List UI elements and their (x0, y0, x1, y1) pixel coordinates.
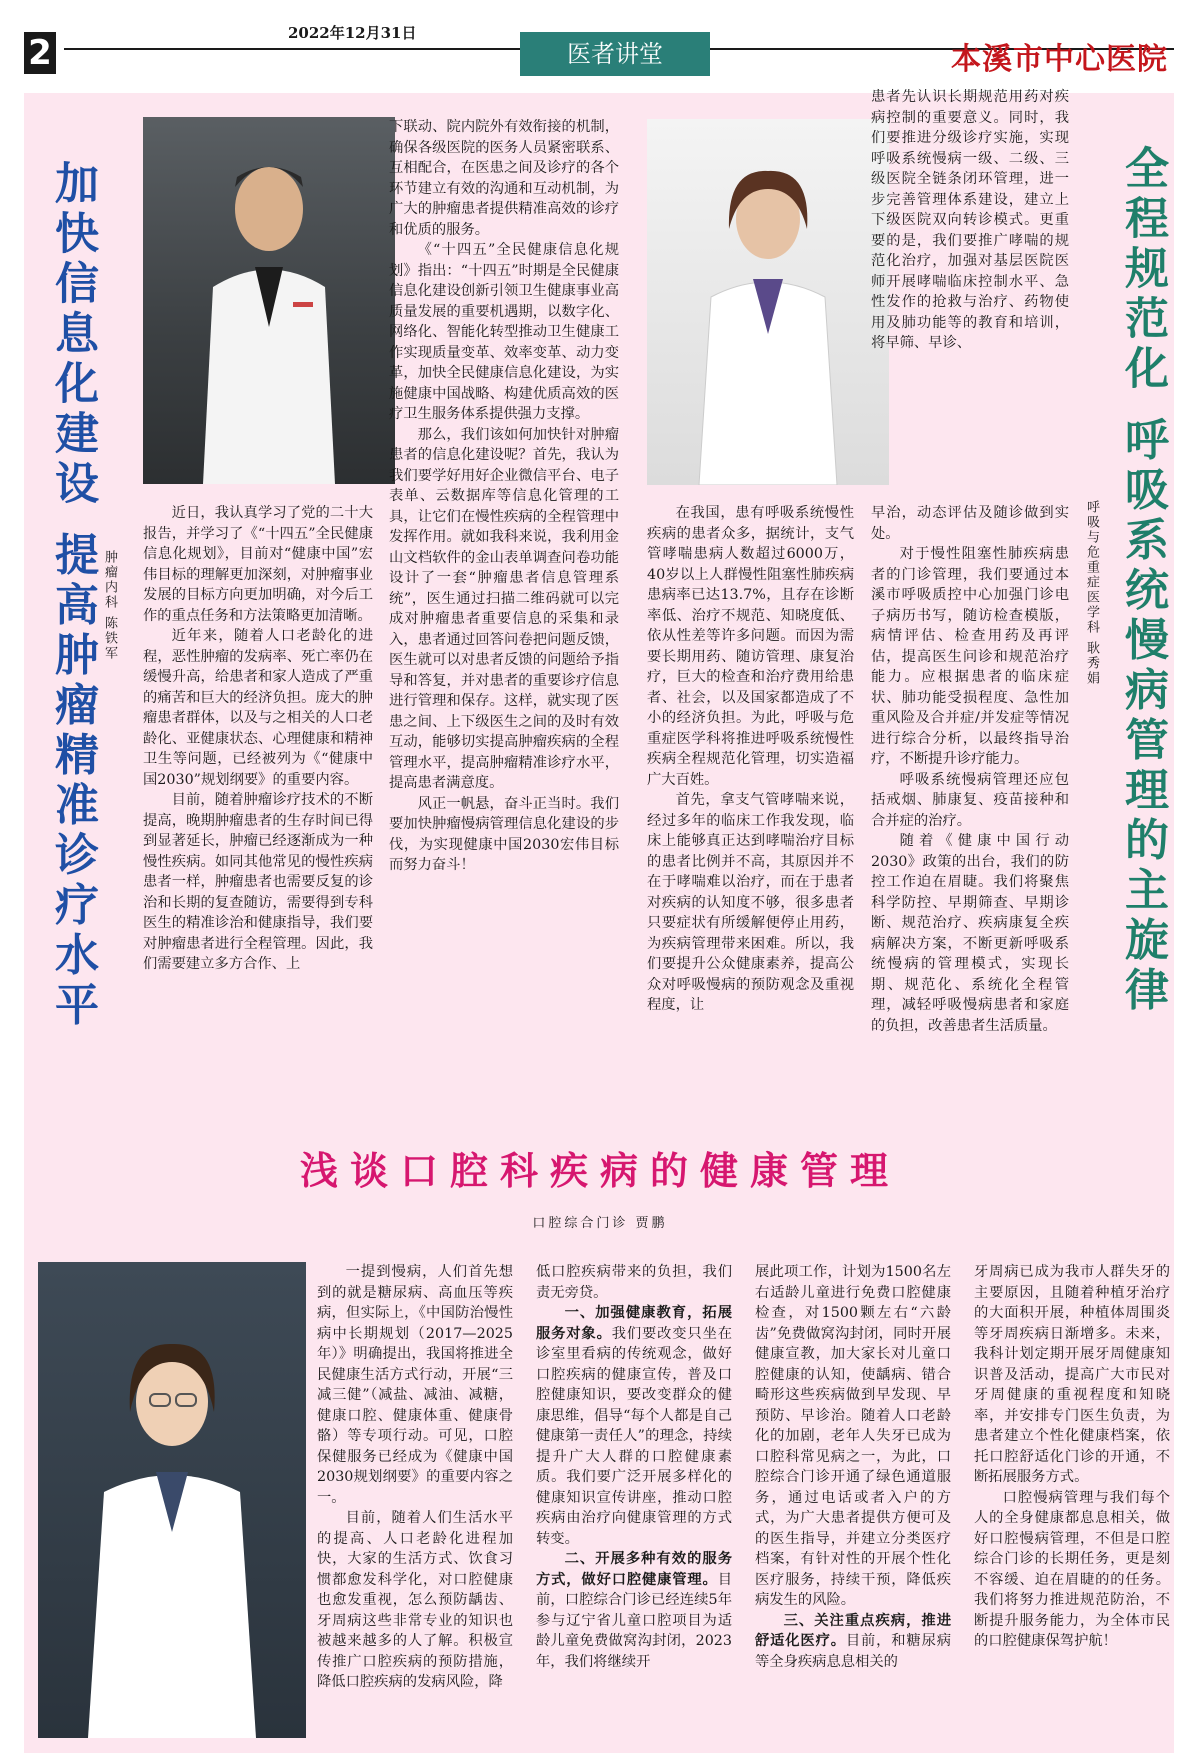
page-number: 2 (24, 32, 56, 74)
paragraph: 早治，动态评估及随诊做到实处。 (871, 505, 1069, 542)
doctor-portrait-icon (143, 117, 395, 484)
paragraph: 随着《健康中国行动2030》政策的出台，我们的防控工作迫在眉睫。我们将聚焦科学防控、早期筛查、早期诊断、规范治疗、疾病康复全疾病解决方案，不断更新呼吸系统慢病的管理模式，实现长期、规范化、系统化全程管理，减轻呼吸慢病患者和家庭的负担，改善患者生活质量。 (871, 833, 1069, 1034)
paragraph: 目前，随着肿瘤诊疗技术的不断提高，晚期肿瘤患者的生存时间已得到显著延长，肿瘤已经逐渐成为一种慢性疾病。如同其他常见的慢性疾病患者一样，肿瘤患者也需要反复的诊治和长期的复查随访，需要得到专科医生的精准诊治和健康指导，我们要对肿瘤患者进行全程管理。因此，我们需要建立多方合作、上 (143, 792, 373, 972)
doctor-portrait-icon (38, 1262, 306, 1738)
article2-title: 全程规范化 呼吸系统慢病管理的主旋律 (1117, 145, 1168, 1017)
paragraph: 三、关注重点疾病，推进舒适化医疗。目前，和糖尿病等全身疾病息息相关的 (755, 1612, 952, 1670)
article1-title: 加快信息化建设 提高肿瘤精准诊疗水平 (47, 160, 98, 1032)
subheading: 二、开展多种有效的服务方式，做好口腔健康管理。 (536, 1551, 732, 1588)
article3-column-1 (317, 1262, 513, 1693)
article2-column-top (871, 87, 1069, 354)
article1-column-1 (143, 503, 373, 975)
hospital-name: 本溪市中心医院 (951, 42, 1168, 77)
paragraph: 在我国，患有呼吸系统慢性疾病的患者众多，据统计，支气管哮喘患病人数超过6000万，40岁以上人群慢性阻塞性肺疾病患病率已达13.7%，且存在诊断率低、治疗不规范、知晓度低、依从性差等许多问题。而因为需要长期用药、随访管理、康复治疗，巨大的检查和治疗费用给患者、社会，以及国家都造成了不小的经济负担。为此，呼吸与危重症医学科将推进呼吸系统慢性疾病全程规范化管理，切实造福广大百姓。 (647, 505, 854, 788)
article3-column-2 (536, 1262, 732, 1672)
paragraph: 那么，我们该如何加快针对肿瘤患者的信息化建设呢？首先，我认为我们要学好用好企业微信平台、电子表单、云数据库等信息化管理的工具，让它们在慢性疾病的全程管理中发挥作用。就如我科来说，我利用金山文档软件的金山表单调查问卷功能设计了一套“肿瘤患者信息管理系统”，医生通过扫描二维码就可以完成对肿瘤患者重要信息的采集和录入，患者通过回答问卷把问题反馈，医生就可以对患者反馈的问题给予指导和答复，并对患者的重要诊疗信息进行管理和保存。这样，就实现了医患之间、上下级医生之间的及时有效互动，能够切实提高肿瘤疾病的全程管理水平，提高肿瘤精准诊疗水平，提高患者满意度。 (389, 426, 619, 791)
article3-column-3 (755, 1262, 951, 1672)
paragraph: 牙周病已成为我市人群失牙的主要原因，且随着种植牙治疗的大面积开展，种植体周围炎等牙周疾病日渐增多。未来，我科计划定期开展牙周健康知识普及活动，提高广大市民对牙周健康的重视程度和知晓率，并安排专门医生负责，为患者建立个性化健康档案，依托口腔舒适化门诊的开通，不断拓展服务方式。 (974, 1264, 1170, 1485)
paragraph: 一提到慢病，人们首先想到的就是糖尿病、高血压等疾病，但实际上，《中国防治慢性病中长期规划（2017—2025年）》明确提出，我国将推进全民健康生活方式行动，开展“三减三健”（减盐、减油、减糖，健康口腔、健康体重、健康骨骼）等专项行动。可见，口腔保健服务已经成为《健康中国2030规划纲要》的重要内容之一。 (317, 1264, 513, 1506)
article1-column-2 (389, 117, 619, 876)
paragraph: 一、加强健康教育，拓展服务对象。我们要改变只坐在诊室里看病的传统观念，做好口腔疾病的健康宣传，普及口腔健康知识，要改变群众的健康思维，倡导“每个人都是自己健康第一责任人”的理念，持续提升广大人群的口腔健康素质。我们要广泛开展多样化的健康知识宣传讲座，推动口腔疾病由治疗向健康管理的方式转变。 (536, 1305, 733, 1547)
article1-byline: 肿瘤内科 陈铁军 (102, 550, 117, 662)
issue-date: 2022年12月31日 (288, 24, 417, 42)
article2-byline: 呼吸与危重症医学科 耿秀娟 (1084, 500, 1099, 687)
doctor-photo-jia (38, 1262, 306, 1738)
paragraph: 低口腔疾病带来的负担，我们责无旁贷。 (536, 1264, 732, 1301)
paragraph: 展此项工作，计划为1500名左右适龄儿童进行免费口腔健康检查，对1500颗左右“六龄齿”免费做窝沟封闭，同时开展健康宣教，加大家长对儿童口腔健康的认知，使龋病、错合畸形这些疾病做到早发现、早预防、早诊治。随着人口老龄化的加剧，老年人失牙已成为口腔科常见病之一，为此，口腔综合门诊开通了绿色通道服务，通过电话或者入户的方式，为广大患者提供方便可及的医生指导，并建立分类医疗档案，有针对性的开展个性化医疗服务，持续干预，降低疾病发生的风险。 (755, 1264, 951, 1608)
subheading: 一、加强健康教育，拓展服务对象。 (536, 1305, 732, 1342)
subheading: 三、关注重点疾病，推进舒适化医疗。 (755, 1612, 951, 1649)
doctor-photo-geng (647, 119, 889, 485)
paragraph: 对于慢性阻塞性肺疾病患者的门诊管理，我们要通过本溪市呼吸质控中心加强门诊电子病历书写，随访检查模版，病情评估、检查用药及再评估，提高医生问诊和规范治疗能力。应根据患者的临床症状、肺功能受损程度、急性加重风险及合并症/并发症等情况进行综合分析，以最终指导治疗，不断提升诊疗能力。 (871, 546, 1069, 767)
paragraph: 患者先认识长期规范用药对疾病控制的重要意义。同时，我们要推进分级诊疗实施，实现呼吸系统慢病一级、二级、三级医院全链条闭环管理，进一步完善管理体系建设，建立上下级医院双向转诊模式。更重要的是，我们要推广哮喘的规范化治疗，加强对基层医院医师开展哮喘临床控制水平、急性发作的抢救与治疗、药物使用及肺功能等的教育和培训，将早筛、早诊、 (871, 89, 1069, 351)
paragraph: 近日，我认真学习了党的二十大报告，并学习了《“十四五”全民健康信息化规划》，目前对“健康中国”宏伟目标的理解更加深刻，对肿瘤事业发展的目标方向更加明确，对今后工作的重点任务和方法策略更加清晰。 (143, 505, 373, 624)
paragraph: 二、开展多种有效的服务方式，做好口腔健康管理。目前，口腔综合门诊已经连续5年参与辽宁省儿童口腔项目为适龄儿童免费做窝沟封闭，2023年，我们将继续开 (536, 1551, 732, 1670)
paragraph: 呼吸系统慢病管理还应包括戒烟、肺康复、疫苗接种和合并症的治疗。 (871, 771, 1069, 829)
article3-column-4 (974, 1262, 1170, 1652)
paragraph: 下联动、院内院外有效衔接的机制，确保各级医院的医务人员紧密联系、互相配合，在医患之间及诊疗的各个环节建立有效的沟通和互动机制，为广大的肿瘤患者提供精准高效的诊疗和优质的服务。 (389, 119, 619, 238)
paragraph: 目前，随着人们生活水平的提高、人口老龄化进程加快，大家的生活方式、饮食习惯都愈发科学化，对口腔健康也愈发重视，怎么预防龋齿、牙周病这些非常专业的知识也被越来越多的人了解。积极宣传推广口腔疾病的预防措施，降低口腔疾病的发病风险，降 (317, 1510, 513, 1690)
paragraph: 《“十四五”全民健康信息化规划》指出：“十四五”时期是全民健康信息化建设创新引领卫生健康事业高质量发展的重要机遇期，以数字化、网络化、智能化转型推动卫生健康工作实现质量变革、效率变革、动力变革，加快全民健康信息化建设，为实施健康中国战略、构建优质高效的医疗卫生服务体系提供强力支撑。 (389, 242, 619, 422)
paragraph: 风正一帆悬，奋斗正当时。我们要加快肿瘤慢病管理信息化建设的步伐，为实现健康中国2030宏伟目标而努力奋斗！ (389, 795, 619, 873)
paragraph: 近年来，随着人口老龄化的进程，恶性肿瘤的发病率、死亡率仍在缓慢升高，给患者和家人造成了严重的痛苦和巨大的经济负担。庞大的肿瘤患者群体，以及与之相关的人口老龄化、亚健康状态、心理健康和精神卫生等问题，已经被列为《“健康中国2030”规划纲要》的重要内容。 (143, 628, 373, 788)
section-banner: 医者讲堂 (520, 32, 710, 76)
article2-column-1 (647, 503, 854, 1016)
article3-title: 浅谈口腔科疾病的健康管理 (299, 1149, 900, 1193)
doctor-portrait-icon (647, 119, 889, 485)
article3-byline: 口腔综合门诊 贾鹏 (532, 1216, 668, 1231)
paragraph: 口腔慢病管理与我们每个人的全身健康都息息相关，做好口腔慢病管理，不但是口腔综合门诊的长期任务，更是刻不容缓、迫在眉睫的的任务。我们将努力推进规范防治，不断提升服务能力，为全体市民的口腔健康保驾护航！ (974, 1489, 1170, 1649)
doctor-photo-chen (143, 117, 395, 484)
article2-column-2 (871, 503, 1069, 1036)
paragraph: 首先，拿支气管哮喘来说，经过多年的临床工作我发现，临床上能够真正达到哮喘治疗目标的患者比例并不高，其原因并不在于哮喘难以治疗，而在于患者对疾病的认知度不够，很多患者只要症状有所缓解便停止用药，为疾病管理带来困难。所以，我们要提升公众健康素养，提高公众对呼吸慢病的预防观念及重视程度，让 (647, 792, 854, 1013)
